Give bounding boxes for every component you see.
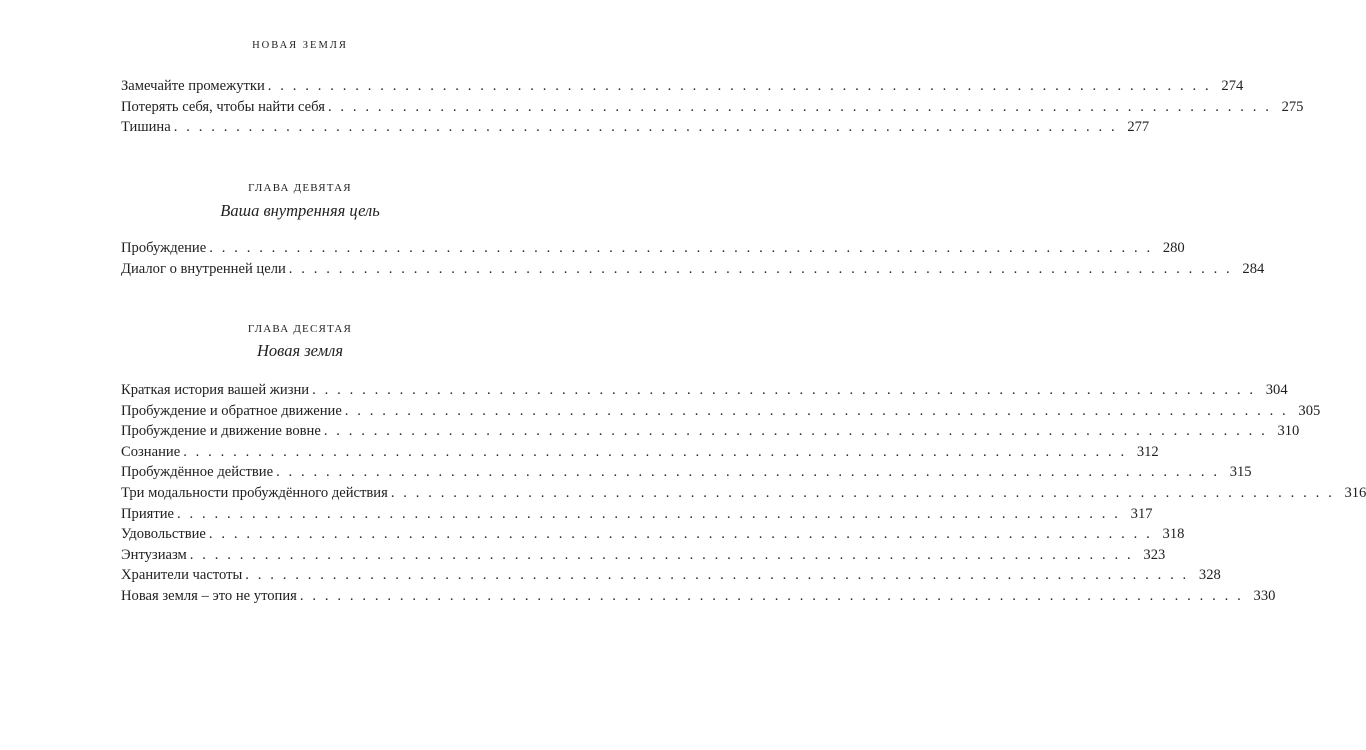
toc-entry[interactable] bbox=[121, 545, 1166, 566]
toc-entry-page: 318 bbox=[1162, 526, 1185, 543]
toc-entry-page: 310 bbox=[1277, 423, 1300, 440]
toc-entry[interactable] bbox=[121, 76, 1244, 97]
toc-entry-page: 277 bbox=[1127, 119, 1150, 136]
toc-entry[interactable] bbox=[121, 259, 1265, 280]
toc-entry-page: 316 bbox=[1344, 484, 1366, 501]
toc-entry-page: 275 bbox=[1281, 98, 1304, 115]
toc-entry-title: Приятие bbox=[121, 505, 175, 522]
chapter-ten-label: ГЛАВА ДЕСЯТАЯ bbox=[247, 323, 353, 335]
toc-entry-title: Новая земля – это не утопия bbox=[121, 587, 297, 604]
toc-entry-title: Пробуждение bbox=[121, 240, 207, 256]
toc-entry-page: 274 bbox=[1221, 78, 1244, 94]
toc-entry[interactable] bbox=[121, 442, 1159, 463]
toc-entry[interactable] bbox=[121, 380, 1288, 401]
toc-entry[interactable] bbox=[121, 565, 1221, 586]
dot-leader: . . . . . . . . . . . . . . . . . . . . . . . . . . . . . . . . . . . . . . . . . . . . . . . . . . . . . . . . . . . . . . . . . . . . . . . . . . . . bbox=[245, 567, 1189, 584]
toc-entry-title: Краткая история вашей жизни bbox=[121, 382, 310, 398]
toc-entry[interactable] bbox=[121, 238, 1185, 259]
toc-entry-page: 305 bbox=[1298, 402, 1321, 419]
chapter-ten-title: Новая земля bbox=[256, 341, 343, 360]
toc-entry[interactable] bbox=[121, 421, 1300, 442]
toc-entry-title: Сознание bbox=[121, 443, 181, 460]
dot-leader: . . . . . . . . . . . . . . . . . . . . . . . . . . . . . . . . . . . . . . . . . . . . . . . . . . . . . . . . . . . . . . . . . . . . . . . . . . . . bbox=[208, 526, 1153, 543]
dot-leader: . . . . . . . . . . . . . . . . . . . . . . . . . . . . . . . . . . . . . . . . . . . . . . . . . . . . . . . . . . . . . . . . . . . . . . . . . . . . bbox=[189, 546, 1134, 563]
toc-entry[interactable] bbox=[121, 462, 1252, 483]
toc-entry-title: Удовольствие bbox=[121, 526, 206, 543]
toc-entry-page: 284 bbox=[1242, 260, 1265, 277]
chapter-nine-label: ГЛАВА ДЕВЯТАЯ bbox=[248, 182, 352, 194]
toc-entry-page: 280 bbox=[1162, 240, 1185, 256]
toc-entry-page: 312 bbox=[1136, 443, 1159, 460]
toc-entry-title: Пробуждённое действие bbox=[121, 464, 274, 481]
toc-list-top bbox=[121, 76, 1304, 138]
toc-entry-title: Потерять себя, чтобы найти себя bbox=[121, 98, 325, 115]
dot-leader: . . . . . . . . . . . . . . . . . . . . . . . . . . . . . . . . . . . . . . . . . . . . . . . . . . . . . . . . . . . . . . . . . . . . . . . . . . . . bbox=[299, 587, 1244, 604]
dot-leader: . . . . . . . . . . . . . . . . . . . . . . . . . . . . . . . . . . . . . . . . . . . . . . . . . . . . . . . . . . . . . . . . . . . . . . . . . . . . bbox=[288, 260, 1233, 277]
dot-leader: . . . . . . . . . . . . . . . . . . . . . . . . . . . . . . . . . . . . . . . . . . . . . . . . . . . . . . . . . . . . . . . . . . . . . . . . . . . . bbox=[173, 119, 1118, 136]
toc-entry-title: Диалог о внутренней цели bbox=[121, 260, 286, 277]
toc-entry-page: 330 bbox=[1253, 587, 1276, 604]
toc-entry-title: Пробуждение и движение вовне bbox=[121, 423, 321, 440]
toc-list-chapter-nine bbox=[121, 238, 1265, 279]
toc-entry-page: 323 bbox=[1143, 546, 1166, 563]
toc-entry-page: 317 bbox=[1130, 505, 1153, 522]
dot-leader: . . . . . . . . . . . . . . . . . . . . . . . . . . . . . . . . . . . . . . . . . . . . . . . . . . . . . . . . . . . . . . . . . . . . . . . . . . . . bbox=[312, 382, 1256, 398]
dot-leader: . . . . . . . . . . . . . . . . . . . . . . . . . . . . . . . . . . . . . . . . . . . . . . . . . . . . . . . . . . . . . . . . . . . . . . . . . . . . bbox=[323, 423, 1268, 440]
chapter-nine-title: Ваша внутренняя цель bbox=[220, 201, 380, 220]
dot-leader: . . . . . . . . . . . . . . . . . . . . . . . . . . . . . . . . . . . . . . . . . . . . . . . . . . . . . . . . . . . . . . . . . . . . . . . . . . . . bbox=[183, 443, 1127, 460]
toc-entry[interactable] bbox=[121, 97, 1304, 118]
dot-leader: . . . . . . . . . . . . . . . . . . . . . . . . . . . . . . . . . . . . . . . . . . . . . . . . . . . . . . . . . . . . . . . . . . . . . . . . . . . . bbox=[390, 484, 1335, 501]
toc-entry-page: 315 bbox=[1229, 464, 1252, 481]
toc-entry-title: Три модальности пробуждённого действия bbox=[121, 484, 388, 501]
dot-leader: . . . . . . . . . . . . . . . . . . . . . . . . . . . . . . . . . . . . . . . . . . . . . . . . . . . . . . . . . . . . . . . . . . . . . . . . . . . . bbox=[327, 98, 1272, 115]
dot-leader: . . . . . . . . . . . . . . . . . . . . . . . . . . . . . . . . . . . . . . . . . . . . . . . . . . . . . . . . . . . . . . . . . . . . . . . . . . . . bbox=[177, 505, 1121, 522]
toc-entry-page: 304 bbox=[1265, 382, 1288, 398]
toc-entry-page: 328 bbox=[1198, 567, 1221, 584]
toc-entry-title: Энтузиазм bbox=[121, 546, 187, 563]
toc-entry[interactable] bbox=[121, 586, 1276, 607]
toc-entry-title: Тишина bbox=[121, 119, 171, 136]
toc-entry[interactable] bbox=[121, 401, 1321, 422]
toc-entry[interactable] bbox=[121, 483, 1366, 504]
toc-entry-title: Замечайте промежутки bbox=[121, 78, 265, 94]
dot-leader: . . . . . . . . . . . . . . . . . . . . . . . . . . . . . . . . . . . . . . . . . . . . . . . . . . . . . . . . . . . . . . . . . . . . . . . . . . . . bbox=[267, 78, 1212, 94]
toc-list-chapter-ten bbox=[121, 380, 1366, 607]
dot-leader: . . . . . . . . . . . . . . . . . . . . . . . . . . . . . . . . . . . . . . . . . . . . . . . . . . . . . . . . . . . . . . . . . . . . . . . . . . . . bbox=[276, 464, 1220, 481]
toc-entry-title: Хранители частоты bbox=[121, 567, 243, 584]
dot-leader: . . . . . . . . . . . . . . . . . . . . . . . . . . . . . . . . . . . . . . . . . . . . . . . . . . . . . . . . . . . . . . . . . . . . . . . . . . . . bbox=[344, 402, 1289, 419]
dot-leader: . . . . . . . . . . . . . . . . . . . . . . . . . . . . . . . . . . . . . . . . . . . . . . . . . . . . . . . . . . . . . . . . . . . . . . . . . . . . bbox=[209, 240, 1153, 256]
toc-entry[interactable] bbox=[121, 504, 1153, 525]
running-head: НОВАЯ ЗЕМЛЯ bbox=[252, 40, 348, 51]
toc-entry[interactable] bbox=[121, 524, 1185, 545]
toc-entry-title: Пробуждение и обратное движение bbox=[121, 402, 342, 419]
toc-entry[interactable] bbox=[121, 117, 1150, 138]
